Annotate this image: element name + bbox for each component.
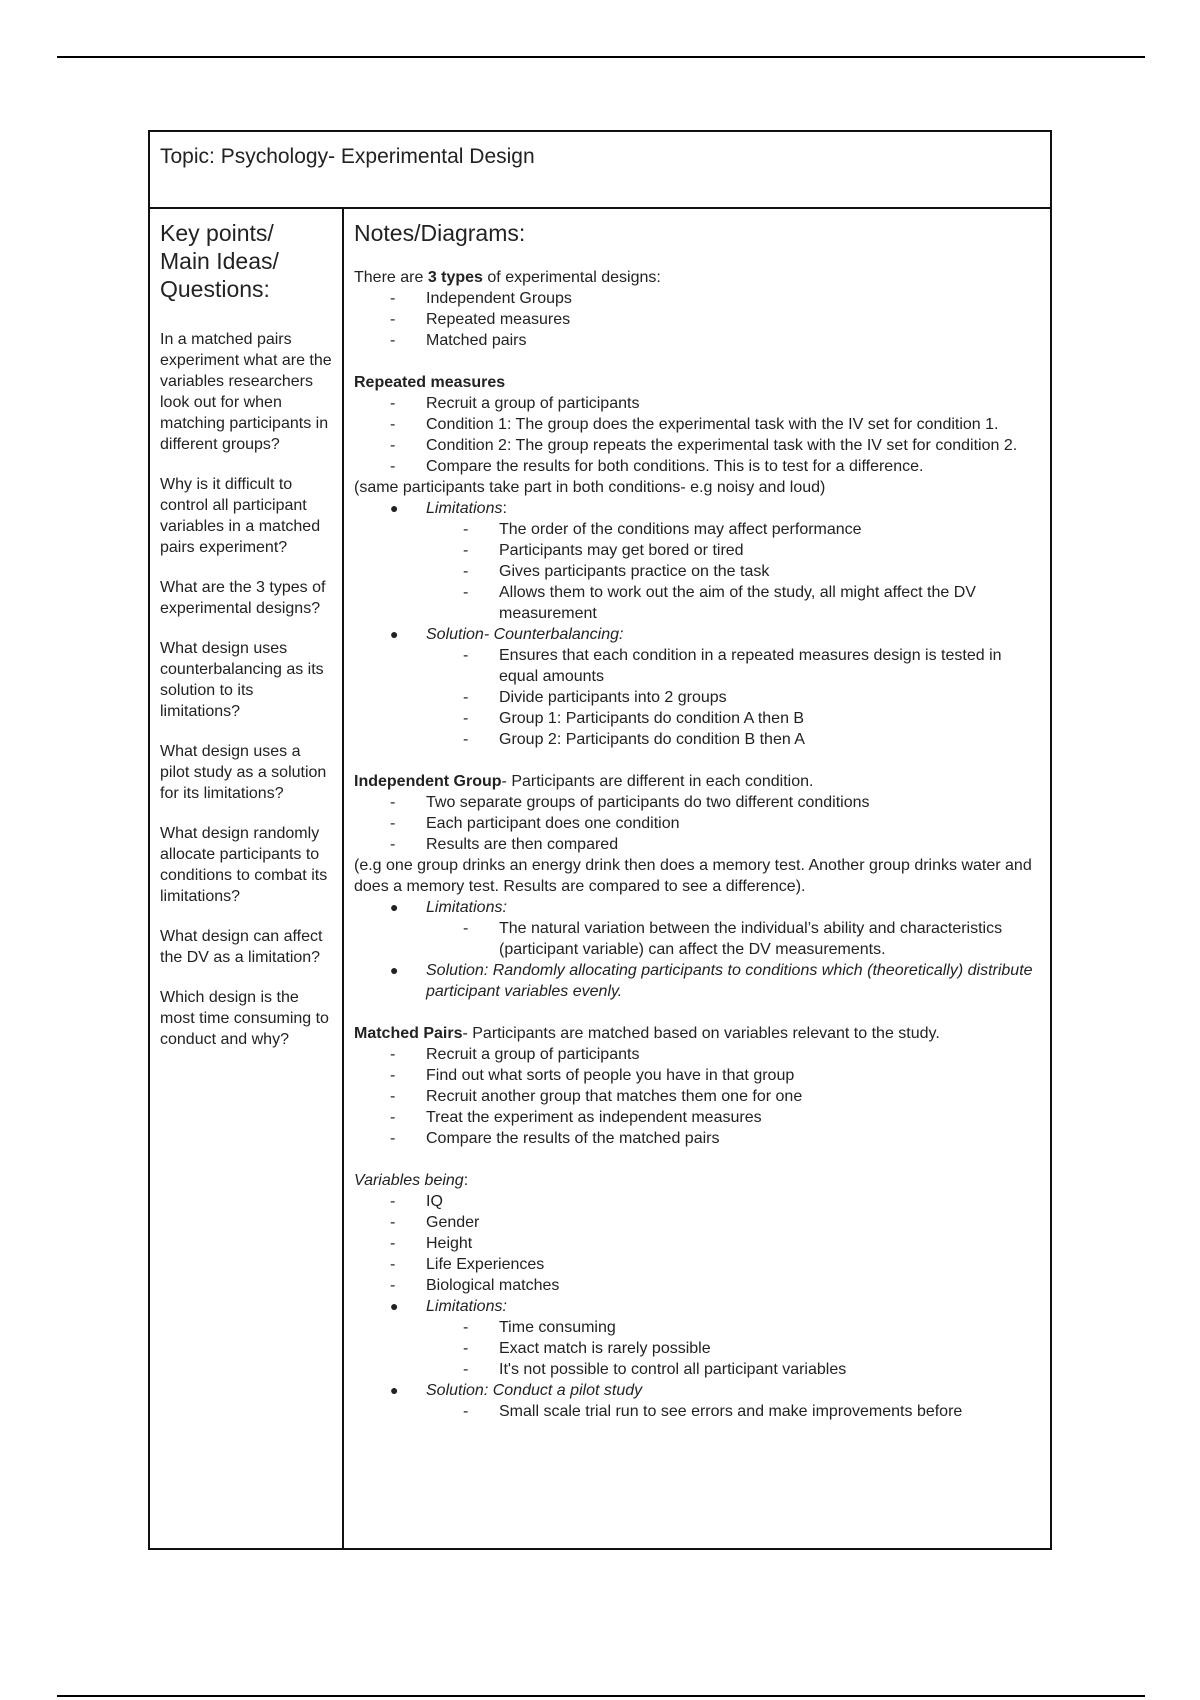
list-item: - Two separate groups of participants do two different conditions [354, 792, 1042, 813]
list-item: - IQ [354, 1191, 1042, 1212]
list-item: - Height [354, 1233, 1042, 1254]
limitations-label: Limitations: [426, 899, 507, 916]
solution-label: Solution: Conduct a pilot study [426, 1382, 643, 1399]
list-item: - Life Experiences [354, 1254, 1042, 1275]
bullet-dot-icon: ● [390, 500, 399, 516]
bullet-dot-icon: ● [390, 962, 399, 978]
question-4: What design uses counterbalancing as its solution to its limitations? [160, 640, 324, 720]
list-item: - It's not possible to control all participant variables [354, 1359, 1042, 1380]
repeated-measures-note: (same participants take part in both conditions- e.g noisy and loud) [354, 479, 826, 496]
intro-text-start: There are [354, 269, 428, 286]
limitations-list [426, 918, 1042, 960]
list-item: - Group 2: Participants do condition B then A [354, 729, 1042, 750]
solution-bullet [354, 624, 1042, 750]
list-item: - Compare the results for both conditions. This is to test for a difference. [354, 456, 1042, 477]
list-item: - Small scale trial run to see errors and make improvements before [354, 1401, 1042, 1422]
intro-bold: 3 types [427, 269, 483, 286]
solution-bullet [354, 960, 1042, 1002]
list-item: - Compare the results of the matched pairs [354, 1128, 1042, 1149]
variables-list [354, 1191, 1042, 1296]
list-item: - Matched pairs [354, 330, 1042, 351]
bullet-dot-icon: ● [390, 899, 399, 915]
limitations-label: Limitations [426, 500, 503, 517]
question-2: Why is it difficult to control all participant variables in a matched pairs experiment? [160, 476, 321, 556]
question-3: What are the 3 types of experimental designs? [160, 579, 326, 617]
limitations-list [426, 1317, 1042, 1380]
independent-group-steps [354, 792, 1042, 855]
bullet-dot-icon: ● [390, 1382, 399, 1398]
list-item: - Condition 2: The group repeats the experimental task with the IV set for condition 2. [354, 435, 1042, 456]
list-item: - Divide participants into 2 groups [354, 687, 1042, 708]
list-item: - Group 1: Participants do condition A then B [354, 708, 1042, 729]
heading-line-2: Main Ideas/ [160, 248, 279, 274]
heading-line-3: Questions: [160, 276, 270, 302]
intro-text-end: of experimental designs: [482, 269, 661, 286]
repeated-measures-heading: Repeated measures [354, 374, 506, 391]
list-item: - Recruit a group of participants [354, 1044, 1042, 1065]
list-item: - Each participant does one condition [354, 813, 1042, 834]
list-item: - Time consuming [354, 1317, 1042, 1338]
list-item: - Independent Groups [354, 288, 1042, 309]
solution-list [426, 645, 1042, 750]
repeated-measures-evaluation [354, 498, 1042, 750]
list-item: - Repeated measures [354, 309, 1042, 330]
variables-colon: : [463, 1172, 469, 1189]
solution-label: Solution- Counterbalancing: [426, 626, 624, 643]
list-item: - The natural variation between the individual’s ability and characteristics (participant variable) can affect the DV measurements. [354, 918, 1042, 960]
solution-list [426, 1401, 1042, 1422]
notes-column [344, 209, 1050, 1548]
independent-group-evaluation [354, 897, 1042, 1002]
list-item: - Condition 1: The group does the experimental task with the IV set for condition 1. [354, 414, 1042, 435]
list-item: - Recruit another group that matches them one for one [354, 1086, 1042, 1107]
topic-title: Topic: Psychology- Experimental Design [160, 145, 535, 168]
list-item: - Participants may get bored or tired [354, 540, 1042, 561]
limitations-label: Limitations: [426, 1298, 507, 1315]
questions-column [150, 209, 344, 1548]
independent-group-heading [354, 771, 1042, 792]
matched-pairs-description: - Participants are matched based on variables relevant to the study. [462, 1025, 940, 1042]
matched-pairs-title: Matched Pairs [354, 1025, 463, 1042]
independent-group-note: (e.g one group drinks an energy drink then does a memory test. Another group drinks water and does a memory test. Results are compared to see a difference). [354, 857, 1032, 895]
top-page-rule [57, 56, 1145, 58]
question-7: What design can affect the DV as a limitation? [160, 928, 323, 966]
list-item: - Exact match is rarely possible [354, 1338, 1042, 1359]
list-item: - Gives participants practice on the task [354, 561, 1042, 582]
list-item: - Find out what sorts of people you have in that group [354, 1065, 1042, 1086]
topic-row [150, 132, 1050, 209]
limitations-colon: : [502, 500, 507, 517]
matched-pairs-steps [354, 1044, 1042, 1149]
bullet-dot-icon: ● [390, 1298, 399, 1314]
limitations-bullet [354, 897, 1042, 960]
limitations-list [426, 519, 1042, 624]
list-item: - Allows them to work out the aim of the study, all might affect the DV measurement [354, 582, 1042, 624]
design-types-list [354, 288, 1042, 351]
variables-heading [354, 1170, 1042, 1191]
list-item: - Results are then compared [354, 834, 1042, 855]
cornell-notes-sheet [148, 130, 1052, 1550]
variables-label: Variables being [354, 1172, 464, 1189]
list-item: - Ensures that each condition in a repeated measures design is tested in equal amounts [354, 645, 1042, 687]
bottom-page-rule [57, 1695, 1145, 1697]
question-1: In a matched pairs experiment what are the variables researchers look out for when matching participants in different groups? [160, 331, 332, 453]
independent-group-title: Independent Group [354, 773, 502, 790]
independent-group-description: - Participants are different in each condition. [501, 773, 814, 790]
limitations-bullet [354, 1296, 1042, 1380]
list-item: - Gender [354, 1212, 1042, 1233]
solution-bullet [354, 1380, 1042, 1422]
repeated-measures-steps [354, 393, 1042, 477]
matched-pairs-evaluation [354, 1296, 1042, 1422]
question-8: Which design is the most time consuming to conduct and why? [160, 989, 329, 1048]
intro-line [354, 267, 1042, 288]
list-item: - The order of the conditions may affect performance [354, 519, 1042, 540]
bullet-dot-icon: ● [390, 626, 399, 642]
question-5: What design uses a pilot study as a solution for its limitations? [160, 743, 327, 802]
limitations-bullet [354, 498, 1042, 624]
list-item: - Biological matches [354, 1275, 1042, 1296]
list-item: - Recruit a group of participants [354, 393, 1042, 414]
notes-heading: Notes/Diagrams: [354, 220, 526, 246]
solution-label: Solution: Randomly allocating participants to conditions which (theoretically) distribute participant variables evenly. [426, 962, 1033, 1000]
heading-line-1: Key points/ [160, 220, 274, 246]
list-item: - Treat the experiment as independent measures [354, 1107, 1042, 1128]
matched-pairs-heading [354, 1023, 1042, 1044]
question-6: What design randomly allocate participants to conditions to combat its limitations? [160, 825, 328, 905]
questions-heading [160, 219, 334, 303]
